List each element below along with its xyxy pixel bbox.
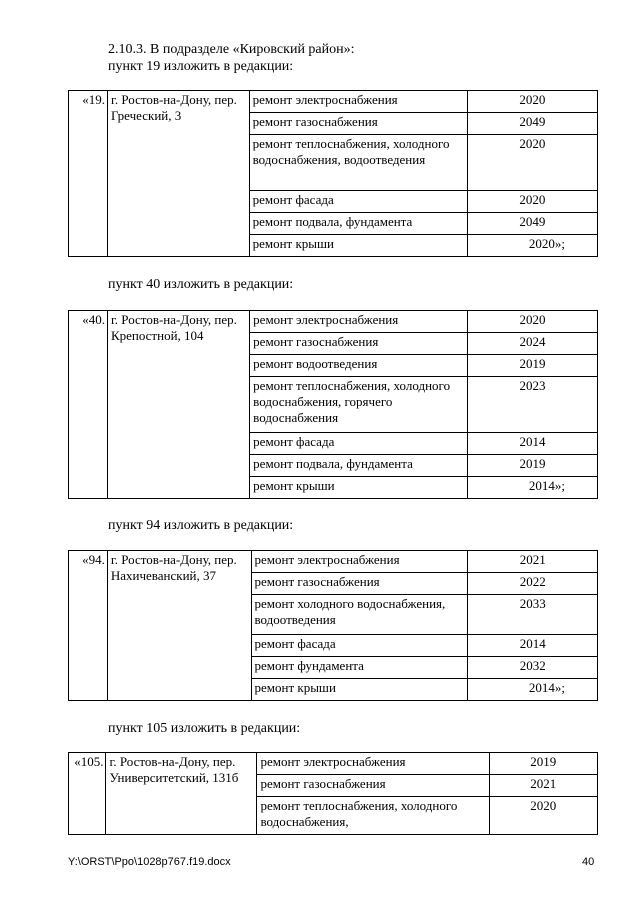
year-cell: 2014»;: [467, 477, 597, 499]
year-cell: 2014: [468, 635, 598, 657]
year-cell: 2021: [489, 775, 597, 797]
table-item-40: [68, 310, 598, 499]
year-cell: 2021: [468, 551, 598, 573]
item-number: «105.: [69, 753, 106, 835]
item-address: г. Ростов-на-Дону, пер. Университетский, 131б: [106, 753, 257, 835]
item-address: г. Ростов-на-Дону, пер. Греческий, 3: [107, 91, 249, 257]
work-cell: ремонт холодного водоснабжения, водоотведения: [251, 595, 468, 635]
year-cell: 2020: [467, 191, 597, 213]
work-cell: ремонт фасада: [250, 433, 468, 455]
item-number: «40.: [69, 311, 108, 499]
instruction-19: пункт 19 изложить в редакции:: [108, 59, 294, 74]
work-cell: ремонт газоснабжения: [249, 113, 467, 135]
year-cell: 2019: [467, 455, 597, 477]
work-cell: ремонт фасада: [251, 635, 468, 657]
year-cell: 2033: [468, 595, 598, 635]
work-cell: ремонт водоотведения: [250, 355, 468, 377]
work-cell: ремонт крыши: [249, 235, 467, 257]
work-cell: ремонт крыши: [251, 679, 468, 701]
work-cell: ремонт газоснабжения: [250, 333, 468, 355]
year-cell: 2049: [467, 213, 597, 235]
year-cell: 2019: [489, 753, 597, 775]
instruction-105: пункт 105 изложить в редакции:: [108, 721, 301, 736]
work-cell: ремонт электроснабжения: [250, 311, 468, 333]
work-cell: ремонт электроснабжения: [249, 91, 467, 113]
year-cell: 2019: [467, 355, 597, 377]
section-heading: 2.10.3. В подразделе «Кировский район»:: [108, 42, 355, 57]
year-cell: 2022: [468, 573, 598, 595]
instruction-94: пункт 94 изложить в редакции:: [108, 518, 294, 533]
work-cell: ремонт подвала, фундамента: [249, 213, 467, 235]
year-cell: 2024: [467, 333, 597, 355]
item-number: «94.: [69, 551, 108, 701]
footer-page-number: 40: [582, 856, 595, 868]
year-cell: 2014»;: [468, 679, 598, 701]
work-cell: ремонт теплоснабжения, холодного водоснабжения, водоотведения: [249, 135, 467, 191]
year-cell: 2020: [467, 135, 597, 191]
year-cell: 2023: [467, 377, 597, 433]
year-cell: 2032: [468, 657, 598, 679]
year-cell: 2020: [467, 311, 597, 333]
work-cell: ремонт фасада: [249, 191, 467, 213]
instruction-40: пункт 40 изложить в редакции:: [108, 277, 294, 292]
year-cell: 2049: [467, 113, 597, 135]
work-cell: ремонт электроснабжения: [251, 551, 468, 573]
work-cell: ремонт крыши: [250, 477, 468, 499]
work-cell: ремонт фундамента: [251, 657, 468, 679]
footer-file-path: Y:\ORST\Ppo\1028p767.f19.docx: [68, 856, 231, 868]
year-cell: 2014: [467, 433, 597, 455]
item-address: г. Ростов-на-Дону, пер. Нахичеванский, 37: [107, 551, 251, 701]
work-cell: ремонт теплоснабжения, холодного водоснабжения,: [257, 797, 489, 835]
year-cell: 2020: [467, 91, 597, 113]
work-cell: ремонт газоснабжения: [251, 573, 468, 595]
year-cell: 2020»;: [467, 235, 597, 257]
item-number: «19.: [69, 91, 108, 257]
work-cell: ремонт электроснабжения: [257, 753, 489, 775]
year-cell: 2020: [489, 797, 597, 835]
table-item-94: [68, 550, 598, 701]
item-address: г. Ростов-на-Дону, пер. Крепостной, 104: [107, 311, 249, 499]
work-cell: ремонт подвала, фундамента: [250, 455, 468, 477]
table-item-19: [68, 90, 598, 257]
work-cell: ремонт теплоснабжения, холодного водоснабжения, горячего водоснабжения: [250, 377, 468, 433]
table-item-105: [68, 752, 598, 835]
work-cell: ремонт газоснабжения: [257, 775, 489, 797]
